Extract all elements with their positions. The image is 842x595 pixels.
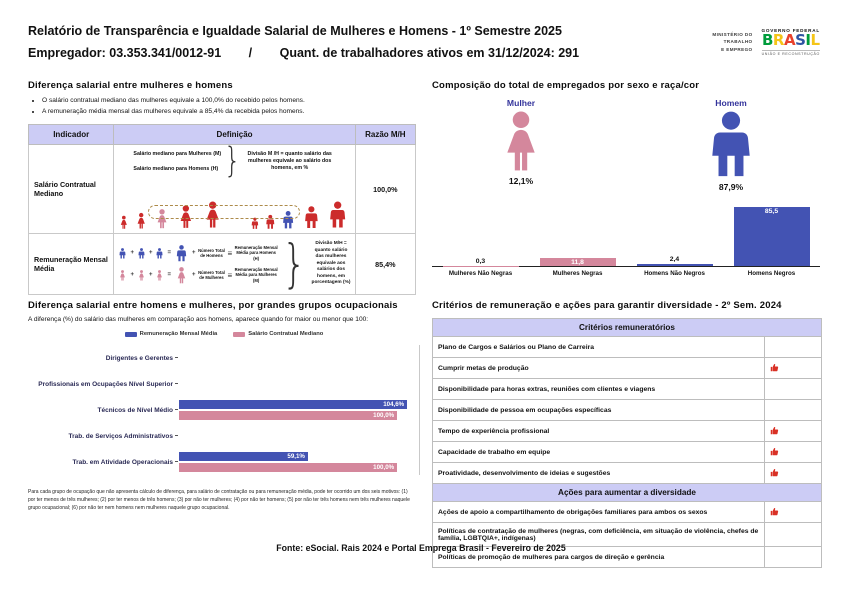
bar-group [179,397,419,423]
criteria-label: Capacidade de trabalho em equipe [433,442,765,463]
table-header-row [29,125,416,145]
chart-row [28,397,419,423]
thumbs-up-icon [770,363,779,372]
woman-icon-large [173,267,190,284]
bar-value-label: 59,1% [287,453,305,460]
criteria-row [433,337,822,358]
criteria-row [433,358,822,379]
category-label: Técnicos de Nível Médio [28,407,179,414]
plot-area [432,204,820,267]
woman-icon [117,215,131,230]
section-title: Critérios de remuneração e ações para garantir diversidade - 2º Sem. 2024 [432,300,782,311]
man-icon [300,205,323,230]
men-total-label: Número Total de Homens [198,247,225,259]
criteria-row [433,400,822,421]
legend-label: Salário Contratual Mediano [248,331,324,337]
women-result-label: Remuneração Mensal Média para Mulheres (M) [234,267,278,283]
criteria-label: Proatividade, desenvolvimento de ideias e sugestões [433,463,765,484]
men-mean-formula: + + = + Número Total de Homens ≡ Remuneração Mensal Média para Homens (H) [117,245,278,262]
chart-row [28,371,419,397]
active-workers: Quant. de trabalhadores ativos em 31/12/2024: 291 [279,46,580,60]
man-icon [249,217,261,230]
criteria-label: Disponibilidade de pessoa em ocupações específicas [433,400,765,421]
source-footer: Fonte: eSocial. Rais 2024 e Portal Emprega Brasil - Fevereiro de 2025 [276,543,566,553]
women-mean-formula: + + = + Número Total de Mulheres ≡ Remuneração Mensal Média para Mulheres (M) [117,267,278,284]
bar-group [179,345,419,371]
occupational-groups-section [28,300,420,512]
category-label: Homens Negros [747,270,796,277]
chart-row [28,345,419,371]
man-icon [154,248,165,259]
bar [734,207,810,266]
section-title: Diferença salarial entre homens e mulheres, por grandes grupos ocupacionais [28,300,398,311]
brasil-logo: BRASIL [761,31,820,49]
bar-mean [179,452,308,461]
woman-icon [154,270,165,281]
division-explanation: Divisão M/H = quanto salário das mulheres equivale aos salários dos homens, em porcentagem (%) [311,241,351,286]
thumbs-up-icon [770,468,779,477]
criteria-group-header: Critérios remuneratórios [433,319,822,337]
category-label: Mulheres Negras [552,270,603,277]
section-title: Composição do total de empregados por sexo e raça/cor [432,80,700,91]
men-result-label: Remuneração Mensal Média para Homens (H) [234,245,278,261]
indicator-label: Remuneração Mensal Média [29,234,114,294]
man-icon-large [173,245,190,262]
separator: / [248,46,253,60]
bar-median [179,463,397,472]
bar-group [179,423,419,449]
criteria-label: Plano de Cargos e Salários ou Plano de Carreira [433,337,765,358]
median-salary-illustration [117,178,351,230]
brace-glyph: } [282,234,307,294]
criteria-table [432,318,822,568]
division-explanation: Divisão M /H = quanto salário das mulheres equivale ao salário dos homens, em % [247,150,332,171]
report-title: Relatório de Transparência e Igualdade Salarial de Mulheres e Homens - 1º Semestre 2025 [28,24,562,38]
salary-difference-section [28,80,416,295]
bar-slot [432,204,529,266]
bar-slot [529,204,626,266]
category-label: Dirigentes e Gerentes [28,355,179,362]
criteria-label: Tempo de experiência profissional [433,421,765,442]
female-share [466,98,576,192]
legend-item [125,331,218,337]
category-label: Homens Não Negros [644,270,705,277]
ratio-value: 100,0% [355,145,415,234]
female-percentage: 12,1% [508,176,534,186]
legend-item [233,331,323,337]
bar-slot [626,204,723,266]
chart-footnote: Para cada grupo de ocupação que não apresenta cálculo de diferença, para salário de contratação ou para remuneração média, pode ter ocorrido um dos seis motivos: (1) por ter menos de três mulheres; (2) por ter menos de três homens; (3) por não ter mulheres; (4) por não ter homens; (5) por não ter três homens nem três mulheres naquele grupo ocupacional; (6) por não ter nem homens nem mulheres naquele grupo ocupacional. [28,489,410,511]
median-men-label: Salário mediano para Homens (H) [133,165,219,172]
bar-value-label: 11,8 [571,258,584,266]
composition-section [432,80,820,277]
female-label: Mulher [506,98,536,108]
woman-icon-large [490,111,552,173]
criteria-label: Políticas de promoção de mulheres para cargos de direção e gerência [433,547,765,568]
criteria-row [433,442,822,463]
legend-swatch-blue [125,332,137,337]
criteria-row [433,502,822,523]
category-label: Profissionais em Ocupações Nível Superior [28,381,179,388]
bar-value-label: 85,5 [764,208,779,216]
section-subtitle: A diferença (%) do salário das mulheres em comparação aos homens, aparece quando for maior ou menor que 100: [28,316,369,323]
col-header-indicator: Indicador [29,125,114,145]
criteria-row [433,463,822,484]
criteria-label: Cumprir metas de produção [433,358,765,379]
criteria-section [432,300,822,568]
chart-legend [28,331,420,337]
bar-slot [723,204,820,266]
woman-icon [117,270,128,281]
criteria-row [433,379,822,400]
employer-id: Empregador: 03.353.341/0012-91 [28,46,222,60]
bullet-mean-salary: • A remuneração média mensal das mulheres equivale a 85,4% da recebida pelos homens. [42,106,416,117]
criteria-label: Políticas de contratação de mulheres (negras, com deficiência, em situação de violência, chefes de família, LGBTQIA+, indígenas) [433,523,765,547]
woman-icon [136,270,147,281]
indicator-label: Salário Contratual Mediano [29,145,114,234]
table-row-mean-salary [29,234,416,294]
man-icon [324,200,351,230]
thumbs-up-icon [770,447,779,456]
bar [637,264,713,266]
bar-group [179,449,419,475]
criteria-label: Ações de apoio a compartilhamento de obrigações familiares para ambos os sexos [433,502,765,523]
criteria-group-header: Ações para aumentar a diversidade [433,484,822,502]
woman-icon [133,212,149,230]
man-icon [136,248,147,259]
legend-label: Remuneração Mensal Média [139,331,218,337]
bar-value-label: 100,0% [373,464,395,471]
col-header-definition: Definição [114,125,355,145]
summary-bullets [42,95,416,117]
ratio-value: 85,4% [355,234,415,294]
male-share [676,98,786,192]
man-icon-large [697,111,765,179]
brasil-wordmark: GOVERNO FEDERAL BRASIL UNIÃO E RECONSTRUÇÃO [761,28,820,56]
col-header-ratio: Razão M/H [355,125,415,145]
occupational-bar-chart [28,345,420,475]
bar-group [179,371,419,397]
chart-row [28,449,419,475]
criteria-row [433,421,822,442]
women-total-label: Número Total de Mulheres [198,269,225,281]
government-logo [712,28,820,56]
category-label: Trab. em Atividade Operacionais [28,459,179,466]
category-label: Trab. de Serviços Administrativos [28,433,179,440]
median-highlight-box [148,205,300,219]
thumbs-up-icon [770,426,779,435]
race-composition-chart [432,204,820,277]
definition-cell [114,234,355,294]
bar-mean [179,400,407,409]
man-icon [117,248,128,259]
section-title: Diferença salarial entre mulheres e homens [28,80,233,91]
chart-row [28,423,419,449]
bar-value-label: 2,4 [669,256,680,264]
male-label: Homem [715,98,747,108]
male-percentage: 87,9% [718,182,744,192]
ministry-label: MINISTÉRIO DO TRABALHO E EMPREGO [712,31,753,52]
report-header [28,24,688,60]
category-label: Mulheres Não Negras [448,270,513,277]
definition-cell [114,141,355,234]
indicator-table [28,124,416,294]
bar-median [179,411,397,420]
thumbs-up-icon [770,507,779,516]
employer-line [28,46,688,60]
legend-swatch-pink [233,332,245,337]
bar-value-label: 104,6% [383,401,405,408]
median-women-label: Salário mediano para Mulheres (M) [133,150,222,157]
bar-value-label: 100,0% [373,412,395,419]
table-row-median-salary [29,145,416,234]
bullet-median-salary: • O salário contratual mediano das mulheres equivale a 100,0% do recebido pelos homens. [42,95,416,106]
bar-value-label: 0,3 [475,257,486,265]
criteria-label: Disponibilidade para horas extras, reuniões com clientes e viagens [433,379,765,400]
brace-glyph: } [224,141,241,182]
